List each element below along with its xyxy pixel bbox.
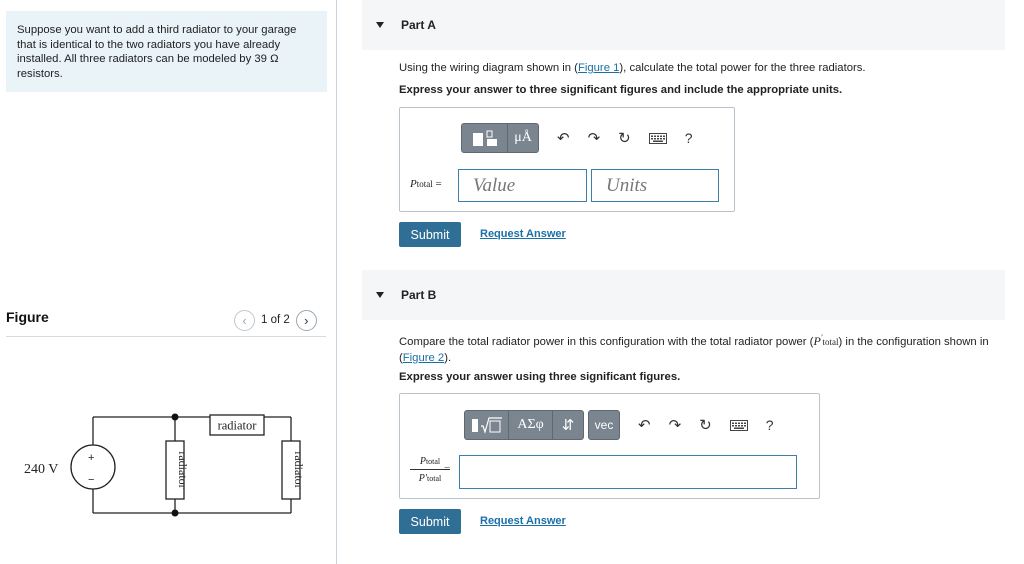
part-a-title: Part A	[401, 18, 436, 32]
minus-sign: −	[88, 474, 95, 486]
part-b-question: Compare the total radiator power in this configuration with the total radiator power (P′total) in the configuration shown in (Figure 2).	[399, 333, 989, 364]
redo-icon[interactable]: ↷	[668, 417, 682, 434]
greek-symbols-button[interactable]: ΑΣφ	[509, 411, 553, 439]
help-icon[interactable]: ?	[684, 130, 693, 146]
part-a-template-group	[461, 123, 539, 153]
part-a-submit-button[interactable]: Submit	[399, 222, 461, 247]
ratio-denominator: P′total	[418, 473, 442, 484]
chevron-left-icon: ‹	[242, 312, 247, 328]
radiator-label-top: radiator	[217, 418, 257, 433]
part-b-title: Part B	[401, 288, 437, 302]
radiator-label-middle: radiator	[176, 451, 190, 489]
template-icon	[470, 415, 504, 435]
help-icon[interactable]: ?	[765, 417, 774, 433]
keyboard-icon[interactable]	[730, 420, 748, 431]
plus-sign: +	[88, 452, 95, 464]
units-button[interactable]: μÅ	[514, 130, 532, 145]
part-b-vector-group	[588, 410, 620, 440]
ratio-answer-input[interactable]	[459, 455, 797, 489]
template-icon	[470, 128, 500, 148]
templates-button[interactable]	[465, 411, 509, 439]
next-figure-button[interactable]	[296, 310, 317, 331]
ratio-label	[410, 456, 450, 484]
templates-button[interactable]	[462, 124, 508, 152]
vector-button[interactable]: vec	[594, 418, 614, 432]
right-panel	[362, 0, 1005, 564]
figure-pager	[234, 309, 317, 331]
undo-icon[interactable]: ↶	[638, 417, 651, 434]
part-b-request-answer-link[interactable]: Request Answer	[480, 515, 566, 527]
part-b-submit-button[interactable]: Submit	[399, 509, 461, 534]
reset-icon[interactable]: ↻	[699, 417, 712, 434]
undo-icon[interactable]: ↶	[557, 130, 570, 147]
value-input[interactable]: Value	[458, 169, 587, 202]
reset-icon[interactable]: ↻	[618, 130, 631, 147]
part-b-template-group	[464, 410, 584, 440]
part-a-header[interactable]	[362, 0, 1005, 50]
left-panel	[0, 0, 337, 564]
chevron-right-icon: ›	[304, 312, 309, 328]
problem-text: Suppose you want to add a third radiator to your garage that is identical to the two radiators you have already installed. All three radiators can be modeled by 39 Ω resistors.	[17, 24, 297, 80]
part-b-toolbar	[464, 410, 774, 440]
figure-divider	[6, 336, 326, 337]
problem-statement	[6, 11, 327, 92]
figure-heading: Figure	[6, 309, 49, 325]
part-a-answer-box	[399, 107, 735, 212]
figure-2-link[interactable]: Figure 2	[402, 352, 445, 364]
keyboard-icon[interactable]	[649, 133, 667, 144]
units-input[interactable]: Units	[591, 169, 719, 202]
part-b-answer-box	[399, 393, 820, 499]
part-a-toolbar	[461, 123, 693, 153]
junction-bottom	[172, 510, 179, 517]
part-a-question: Using the wiring diagram shown in (Figure 1), calculate the total power for the three radiators.	[399, 62, 866, 74]
subscript-superscript-button[interactable]: ⇵	[561, 417, 575, 434]
ratio-equals: =	[444, 463, 451, 475]
figure-1-link[interactable]: Figure 1	[577, 62, 620, 74]
radiator-label-right: radiator	[292, 451, 306, 489]
redo-icon[interactable]: ↷	[587, 130, 601, 147]
part-b-header[interactable]	[362, 270, 1005, 320]
part-a-request-answer-link[interactable]: Request Answer	[480, 228, 566, 240]
ratio-numerator: Ptotal	[410, 456, 450, 470]
circuit-diagram	[20, 405, 310, 525]
part-a-instruction: Express your answer to three significant figures and include the appropriate units.	[399, 84, 843, 96]
caret-down-icon	[376, 22, 384, 28]
voltage-label: 240 V	[24, 462, 59, 477]
junction-top	[172, 414, 179, 421]
figure-page-indicator: 1 of 2	[261, 314, 290, 326]
previous-figure-button[interactable]	[234, 310, 255, 331]
part-b-instruction: Express your answer using three significant figures.	[399, 371, 681, 383]
p-total-label: Ptotal =	[410, 178, 442, 190]
caret-down-icon	[376, 292, 384, 298]
